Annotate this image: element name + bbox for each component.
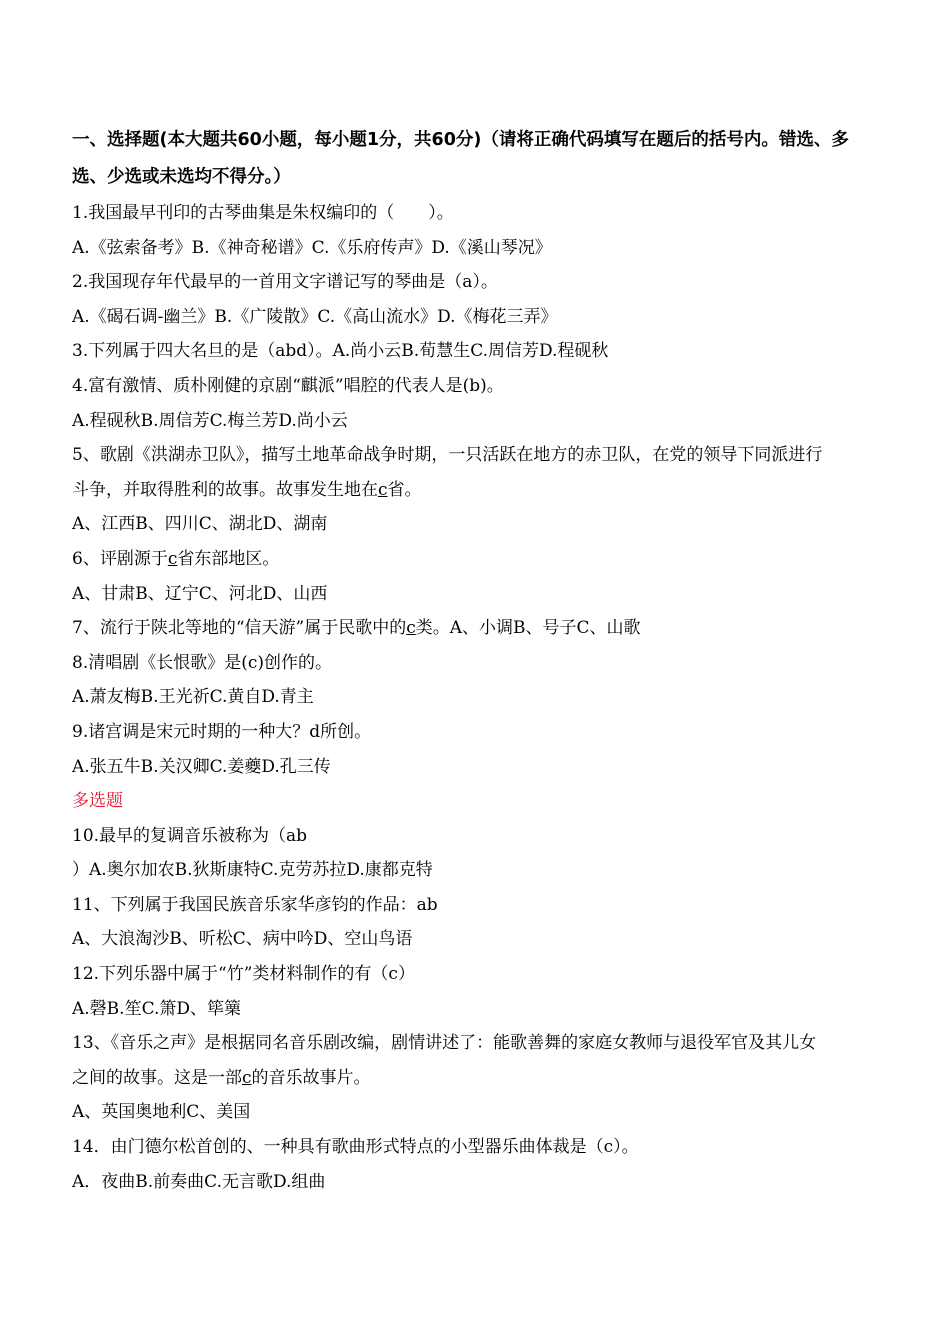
question-13-text-end: 的音乐故事片。: [251, 1067, 371, 1088]
question-5-answer: c: [378, 479, 388, 500]
question-10-options: ）A.奥尔加农B.狄斯康特C.克劳苏拉D.康都克特: [72, 860, 433, 881]
question-13-options: A、英国奥地利C、美国: [72, 1102, 251, 1123]
question-14-options: A．夜曲B.前奏曲C.无言歌D.组曲: [72, 1171, 326, 1192]
question-12-options: A.磬B.笙C.箫D、筚篥: [72, 998, 242, 1019]
multi-choice-title: 多选题: [72, 791, 123, 812]
question-8: 8.清唱剧《长恨歌》是(c)创作的。: [72, 652, 333, 673]
question-5-text-end: 省。: [387, 479, 422, 500]
question-9-options: A.张五牛B.关汉卿C.姜夔D.孔三传: [72, 756, 331, 777]
question-1: 1.我国最早刊印的古琴曲集是朱权编印的（ ）。: [72, 203, 454, 223]
question-11: 11、下列属于我国民族音乐家华彦钧的作品：ab: [72, 894, 438, 915]
question-13-answer: c: [242, 1067, 252, 1088]
question-1-options: A.《弦索备考》B.《神奇秘谱》C.《乐府传声》D.《溪山琴况》: [72, 237, 552, 258]
question-6-text: 6、评剧源于: [72, 548, 168, 569]
question-4-options: A.程砚秋B.周信芳C.梅兰芳D.尚小云: [72, 410, 348, 431]
question-2-options: A.《碣石调-幽兰》B.《广陵散》C.《高山流水》D.《梅花三弄》: [72, 306, 558, 327]
question-10: 10.最早的复调音乐被称为（ab: [72, 825, 308, 846]
question-5-options: A、江西B、四川C、湖北D、湖南: [72, 514, 328, 535]
question-6-options: A、甘肃B、辽宁C、河北D、山西: [72, 583, 328, 604]
question-7: [72, 611, 892, 646]
question-4: 4.富有激情、质朴刚健的京剧“麒派”唱腔的代表人是(b)。: [72, 375, 504, 396]
question-13-line-2: [72, 1061, 892, 1096]
question-5-line-1: 5、歌剧《洪湖赤卫队》，描写土地革命战争时期，一只活跃在地方的赤卫队，在党的领导下同派进行: [72, 445, 823, 466]
question-11-options: A、大浪淘沙B、听松C、病中吟D、空山鸟语: [72, 929, 413, 950]
question-7-text: 7、流行于陕北等地的“信天游”属于民歌中的: [72, 618, 407, 639]
question-2: 2.我国现存年代最早的一首用文字谱记写的琴曲是（a）。: [72, 272, 498, 293]
question-13-line-1: 13、《音乐之声》是根据同名音乐剧改编，剧情讲述了：能歌善舞的家庭女教师与退役军官及其儿女: [72, 1033, 817, 1054]
question-7-text-end: 类。A、小调B、号子C、山歌: [415, 618, 641, 639]
question-3: 3.下列属于四大名旦的是（abd）。A.尚小云B.荀慧生C.周信芳D.程砚秋: [72, 341, 609, 362]
section-heading-line-2: 选、少选或未选均不得分。）: [72, 167, 291, 187]
question-13-text: 之间的故事。这是一部: [72, 1067, 242, 1088]
question-12: 12.下列乐器中属于“竹”类材料制作的有（c）: [72, 964, 415, 985]
question-7-answer: c: [406, 618, 416, 639]
question-6-answer: c: [167, 548, 178, 569]
question-6: [72, 542, 892, 577]
document-page: [72, 122, 892, 1199]
question-5-text: 斗争，并取得胜利的故事。故事发生地在: [72, 479, 378, 500]
section-heading-line-1: 一、选择题(本大题共60小题，每小题1分，共60分)（请将正确代码填写在题后的括号内。错选、多: [72, 130, 849, 150]
question-8-options: A.萧友梅B.王光祈C.黄自D.青主: [72, 687, 314, 708]
question-5-line-2: [72, 473, 892, 508]
question-6-text-end: 省东部地区。: [177, 548, 280, 569]
question-9: 9.诸宫调是宋元时期的一种大？d所创。: [72, 721, 372, 742]
question-14: 14．由门德尔松首创的、一种具有歌曲形式特点的小型器乐曲体裁是（c）。: [72, 1137, 639, 1158]
